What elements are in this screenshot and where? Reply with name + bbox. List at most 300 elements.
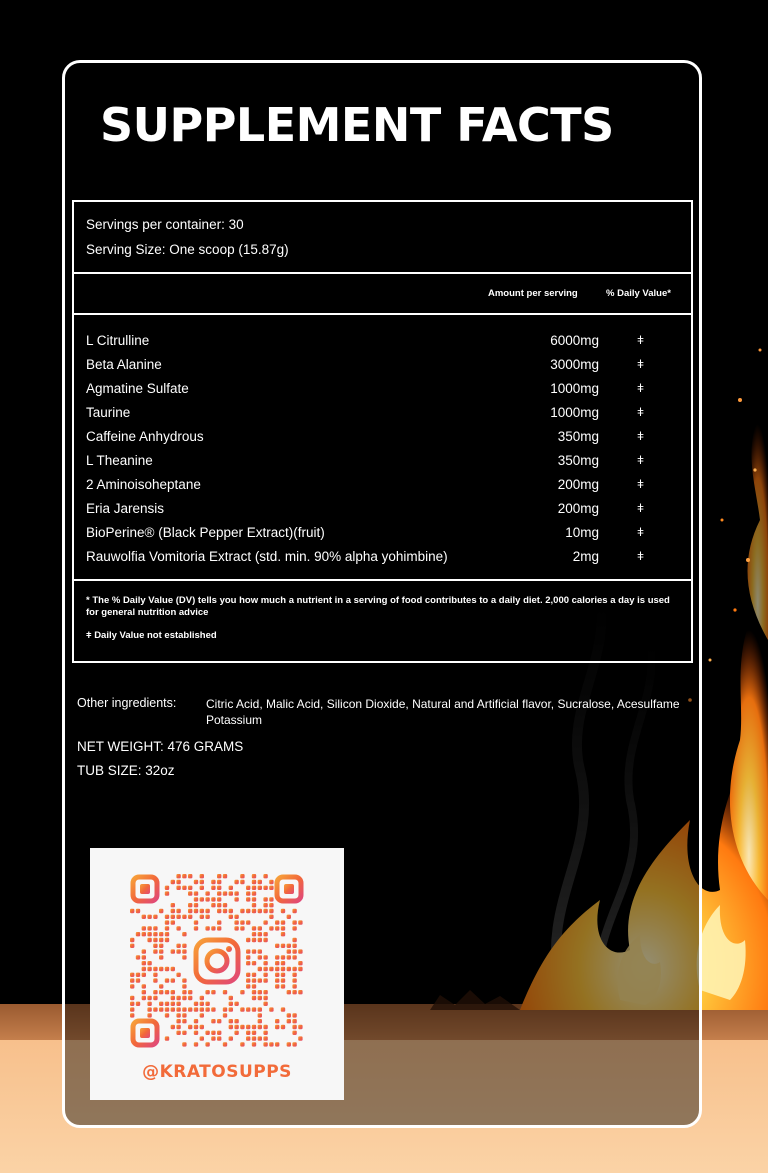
qr-module <box>159 967 163 971</box>
qr-module <box>292 955 296 959</box>
qr-module <box>194 1019 198 1023</box>
qr-module <box>171 967 175 971</box>
qr-module <box>147 1007 151 1011</box>
qr-module <box>147 961 151 965</box>
other-ingredients-text: Citric Acid, Malic Acid, Silicon Dioxide, Natural and Artificial flavor, Sucralose, Acesulfame Potassium <box>206 697 680 727</box>
ingredient-row <box>74 499 691 523</box>
qr-module <box>194 897 198 901</box>
qr-module <box>136 932 140 936</box>
qr-module <box>275 944 279 948</box>
qr-module <box>130 938 134 942</box>
qr-module <box>194 1007 198 1011</box>
qr-module <box>275 961 279 965</box>
qr-module <box>130 909 134 913</box>
qr-module <box>182 874 186 878</box>
qr-module <box>165 920 169 924</box>
qr-module <box>142 932 146 936</box>
servings-box <box>72 200 693 274</box>
qr-module <box>263 932 267 936</box>
ingredient-amount: 200mg <box>557 477 599 492</box>
qr-module <box>182 932 186 936</box>
qr-module <box>298 961 302 965</box>
qr-module <box>263 903 267 907</box>
qr-module <box>182 996 186 1000</box>
qr-module <box>258 955 262 959</box>
qr-module <box>182 990 186 994</box>
qr-module <box>182 984 186 988</box>
qr-module <box>142 961 146 965</box>
qr-module <box>281 920 285 924</box>
qr-module <box>205 1007 209 1011</box>
qr-module <box>171 990 175 994</box>
qr-module <box>159 1007 163 1011</box>
qr-module <box>229 1002 233 1006</box>
qr-module <box>188 909 192 913</box>
ingredient-name: Rauwolfia Vomitoria Extract (std. min. 90% alpha yohimbine) <box>86 549 448 564</box>
qr-module <box>182 915 186 919</box>
qr-module <box>182 1007 186 1011</box>
qr-module <box>188 891 192 895</box>
qr-module <box>205 915 209 919</box>
ingredient-amount: 1000mg <box>550 381 599 396</box>
qr-code[interactable] <box>130 874 304 1048</box>
qr-module <box>281 955 285 959</box>
ingredient-name: BioPerine® (Black Pepper Extract)(fruit) <box>86 525 325 540</box>
qr-module <box>246 984 250 988</box>
qr-module <box>234 891 238 895</box>
qr-module <box>234 915 238 919</box>
qr-module <box>223 990 227 994</box>
qr-module <box>188 915 192 919</box>
qr-module <box>153 932 157 936</box>
qr-module <box>229 886 233 890</box>
qr-module <box>252 996 256 1000</box>
qr-module <box>142 949 146 953</box>
qr-module <box>258 938 262 942</box>
ingredient-dv: ǂ <box>637 333 645 347</box>
qr-module <box>176 915 180 919</box>
qr-module <box>188 903 192 907</box>
qr-module <box>223 1013 227 1017</box>
instagram-handle[interactable]: @KRATOSUPPS <box>142 1062 292 1082</box>
qr-module <box>182 1019 186 1023</box>
qr-module <box>176 926 180 930</box>
qr-module <box>263 1042 267 1046</box>
page-title: SUPPLEMENT FACTS <box>100 98 614 152</box>
qr-module <box>263 996 267 1000</box>
qr-module <box>176 1007 180 1011</box>
qr-module <box>269 880 273 884</box>
qr-module <box>211 897 215 901</box>
qr-module <box>258 1025 262 1029</box>
qr-module <box>159 932 163 936</box>
qr-module <box>194 1042 198 1046</box>
ingredient-name: L Citrulline <box>86 333 150 348</box>
qr-module <box>269 1007 273 1011</box>
dv-not-established-note: ǂ Daily Value not established <box>86 630 217 641</box>
qr-module <box>153 990 157 994</box>
qr-module <box>142 915 146 919</box>
qr-module <box>229 1019 233 1023</box>
qr-module <box>298 990 302 994</box>
qr-module <box>263 909 267 913</box>
qr-module <box>275 967 279 971</box>
qr-module <box>217 1036 221 1040</box>
qr-module <box>252 938 256 942</box>
ingredients-box <box>72 313 693 581</box>
ingredient-row <box>74 355 691 379</box>
ingredient-dv: ǂ <box>637 549 645 563</box>
qr-module <box>153 926 157 930</box>
qr-module <box>281 926 285 930</box>
qr-module <box>159 984 163 988</box>
qr-module <box>142 955 146 959</box>
qr-module <box>165 967 169 971</box>
qr-module <box>287 1013 291 1017</box>
qr-module <box>188 874 192 878</box>
ingredient-name: Caffeine Anhydrous <box>86 429 204 444</box>
qr-module <box>217 874 221 878</box>
qr-module <box>263 990 267 994</box>
qr-module <box>194 909 198 913</box>
qr-module <box>252 874 256 878</box>
qr-module <box>130 1013 134 1017</box>
qr-module <box>182 949 186 953</box>
qr-module <box>292 926 296 930</box>
qr-module <box>298 920 302 924</box>
qr-module <box>258 909 262 913</box>
qr-module <box>246 949 250 953</box>
ingredient-dv: ǂ <box>637 381 645 395</box>
qr-module <box>176 874 180 878</box>
qr-module <box>211 1031 215 1035</box>
qr-module <box>165 1036 169 1040</box>
qr-module <box>263 886 267 890</box>
qr-module <box>176 996 180 1000</box>
qr-module <box>223 891 227 895</box>
qr-module <box>200 880 204 884</box>
qr-module <box>159 990 163 994</box>
ingredient-name: L Theanine <box>86 453 153 468</box>
qr-module <box>252 1025 256 1029</box>
qr-module <box>275 1019 279 1023</box>
qr-module <box>258 990 262 994</box>
qr-module <box>252 949 256 953</box>
qr-module <box>292 1025 296 1029</box>
daily-value-header: % Daily Value* <box>606 288 671 299</box>
qr-module <box>252 984 256 988</box>
qr-module <box>281 1007 285 1011</box>
qr-module <box>211 1036 215 1040</box>
qr-module <box>263 938 267 942</box>
qr-module <box>200 1013 204 1017</box>
qr-module <box>211 1007 215 1011</box>
qr-module <box>211 886 215 890</box>
qr-module <box>246 891 250 895</box>
qr-module <box>287 967 291 971</box>
qr-module <box>200 1036 204 1040</box>
ingredient-dv: ǂ <box>637 357 645 371</box>
qr-code-card[interactable] <box>90 848 344 1100</box>
ingredient-row <box>74 451 691 475</box>
qr-module <box>269 967 273 971</box>
qr-module <box>246 973 250 977</box>
qr-module <box>176 880 180 884</box>
qr-module <box>240 1042 244 1046</box>
qr-module <box>182 978 186 982</box>
qr-module <box>153 915 157 919</box>
qr-module <box>194 1025 198 1029</box>
qr-module <box>229 996 233 1000</box>
qr-module <box>194 1002 198 1006</box>
qr-module <box>292 1042 296 1046</box>
qr-module <box>281 961 285 965</box>
qr-module <box>153 1007 157 1011</box>
qr-module <box>171 909 175 913</box>
qr-module <box>176 949 180 953</box>
qr-module <box>269 1042 273 1046</box>
qr-module <box>147 1002 151 1006</box>
qr-module <box>252 903 256 907</box>
other-ingredients-label: Other ingredients: <box>77 696 177 710</box>
qr-module <box>252 961 256 965</box>
ingredient-row <box>74 427 691 451</box>
qr-module <box>229 1036 233 1040</box>
qr-module <box>281 1025 285 1029</box>
qr-module <box>229 1025 233 1029</box>
qr-module <box>205 1042 209 1046</box>
qr-module <box>147 1013 151 1017</box>
qr-module <box>205 990 209 994</box>
qr-module <box>153 944 157 948</box>
qr-module <box>234 1031 238 1035</box>
qr-module <box>246 978 250 982</box>
servings-per-container: Servings per container: 30 <box>86 217 244 232</box>
qr-module <box>217 903 221 907</box>
qr-module <box>229 909 233 913</box>
qr-module <box>263 978 267 982</box>
qr-module <box>275 1025 279 1029</box>
qr-module <box>176 909 180 913</box>
qr-module <box>217 926 221 930</box>
qr-module <box>211 990 215 994</box>
ingredient-row <box>74 331 691 355</box>
qr-module <box>182 944 186 948</box>
net-weight: NET WEIGHT: 476 GRAMS <box>77 739 244 754</box>
qr-module <box>246 909 250 913</box>
qr-module <box>240 1007 244 1011</box>
qr-module <box>194 926 198 930</box>
qr-module <box>258 926 262 930</box>
qr-module <box>176 1025 180 1029</box>
qr-module <box>234 897 238 901</box>
qr-module <box>142 996 146 1000</box>
qr-module <box>159 938 163 942</box>
qr-module <box>171 996 175 1000</box>
qr-module <box>200 897 204 901</box>
qr-module <box>234 1025 238 1029</box>
qr-module <box>147 938 151 942</box>
qr-module <box>171 978 175 982</box>
qr-module <box>281 932 285 936</box>
ingredient-amount: 2mg <box>572 549 599 564</box>
qr-module <box>159 1002 163 1006</box>
qr-module <box>287 915 291 919</box>
ingredient-amount: 6000mg <box>550 333 599 348</box>
qr-module <box>217 891 221 895</box>
qr-module <box>252 1007 256 1011</box>
qr-module <box>263 973 267 977</box>
qr-module <box>258 1036 262 1040</box>
ingredient-amount: 10mg <box>565 525 599 540</box>
column-header-box <box>72 272 693 315</box>
qr-module <box>176 1002 180 1006</box>
qr-module <box>176 1013 180 1017</box>
qr-module <box>263 955 267 959</box>
qr-module <box>147 996 151 1000</box>
qr-module <box>223 909 227 913</box>
qr-module <box>130 944 134 948</box>
qr-module <box>142 926 146 930</box>
qr-module <box>165 1002 169 1006</box>
qr-module <box>298 967 302 971</box>
qr-module <box>142 967 146 971</box>
qr-module <box>252 926 256 930</box>
qr-module <box>217 897 221 901</box>
qr-module <box>252 973 256 977</box>
qr-module <box>240 1025 244 1029</box>
tub-size: TUB SIZE: 32oz <box>77 763 175 778</box>
qr-module <box>217 920 221 924</box>
qr-module <box>165 926 169 930</box>
ingredient-dv: ǂ <box>637 501 645 515</box>
qr-module <box>275 978 279 982</box>
qr-module <box>234 880 238 884</box>
qr-module <box>130 978 134 982</box>
qr-module <box>165 1013 169 1017</box>
qr-module <box>263 874 267 878</box>
qr-module <box>200 996 204 1000</box>
qr-module <box>281 967 285 971</box>
qr-module <box>281 973 285 977</box>
qr-module <box>258 978 262 982</box>
qr-module <box>176 886 180 890</box>
qr-module <box>176 973 180 977</box>
qr-module <box>252 990 256 994</box>
qr-module <box>292 1019 296 1023</box>
qr-module <box>252 886 256 890</box>
qr-module <box>153 973 157 977</box>
qr-module <box>194 891 198 895</box>
qr-module <box>182 955 186 959</box>
qr-module <box>258 880 262 884</box>
ingredient-name: Beta Alanine <box>86 357 162 372</box>
qr-module <box>298 949 302 953</box>
qr-module <box>275 926 279 930</box>
qr-module <box>258 967 262 971</box>
notes-box <box>72 579 693 663</box>
qr-module <box>252 880 256 884</box>
qr-module <box>229 891 233 895</box>
qr-module <box>182 1031 186 1035</box>
qr-module <box>194 920 198 924</box>
qr-module <box>188 990 192 994</box>
qr-module <box>142 990 146 994</box>
qr-module <box>217 880 221 884</box>
qr-module <box>287 949 291 953</box>
ingredient-amount: 350mg <box>557 453 599 468</box>
qr-module <box>263 920 267 924</box>
qr-module <box>246 955 250 959</box>
qr-module <box>217 1019 221 1023</box>
qr-module <box>182 1042 186 1046</box>
amount-per-serving-header: Amount per serving <box>488 288 578 299</box>
qr-module <box>269 909 273 913</box>
qr-module <box>182 886 186 890</box>
ingredient-amount: 200mg <box>557 501 599 516</box>
ingredient-name: Taurine <box>86 405 131 420</box>
qr-module <box>165 886 169 890</box>
ingredient-amount: 3000mg <box>550 357 599 372</box>
ingredient-dv: ǂ <box>637 525 645 539</box>
qr-module <box>147 967 151 971</box>
qr-module <box>211 903 215 907</box>
qr-module <box>292 909 296 913</box>
qr-module <box>252 909 256 913</box>
qr-module <box>263 1036 267 1040</box>
qr-module <box>176 944 180 948</box>
qr-module <box>171 1007 175 1011</box>
qr-module <box>194 1031 198 1035</box>
qr-module <box>211 880 215 884</box>
qr-module <box>171 915 175 919</box>
qr-module <box>275 955 279 959</box>
qr-module <box>246 1025 250 1029</box>
qr-module <box>269 926 273 930</box>
qr-module <box>217 886 221 890</box>
ingredient-dv: ǂ <box>637 429 645 443</box>
qr-module <box>240 990 244 994</box>
qr-module <box>281 984 285 988</box>
qr-module <box>240 909 244 913</box>
qr-module <box>234 926 238 930</box>
qr-module <box>130 973 134 977</box>
qr-module <box>142 984 146 988</box>
qr-module <box>246 961 250 965</box>
qr-module <box>153 949 157 953</box>
qr-module <box>205 1031 209 1035</box>
ingredient-dv: ǂ <box>637 453 645 467</box>
qr-module <box>223 903 227 907</box>
qr-module <box>292 973 296 977</box>
qr-module <box>176 1031 180 1035</box>
qr-module <box>263 1031 267 1035</box>
qr-module <box>269 897 273 901</box>
qr-module <box>246 1036 250 1040</box>
qr-module <box>229 1007 233 1011</box>
qr-module <box>165 891 169 895</box>
qr-module <box>246 1031 250 1035</box>
qr-module <box>292 967 296 971</box>
qr-module <box>159 949 163 953</box>
qr-module <box>252 978 256 982</box>
qr-module <box>147 926 151 930</box>
qr-module <box>246 1007 250 1011</box>
qr-module <box>205 926 209 930</box>
qr-module <box>269 915 273 919</box>
qr-module <box>281 944 285 948</box>
qr-module <box>252 1042 256 1046</box>
